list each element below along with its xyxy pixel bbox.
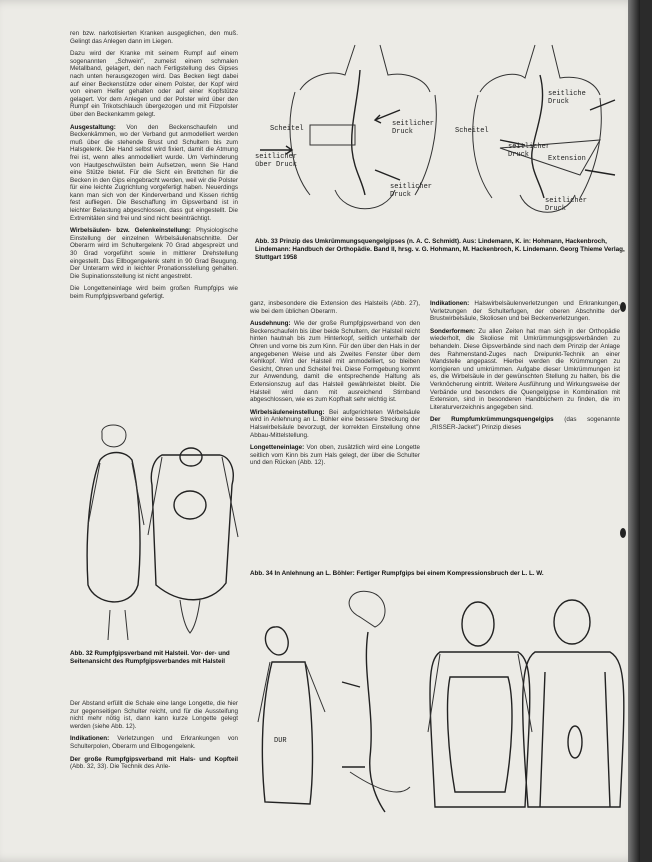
figure-33-right-torso [473,45,602,212]
paragraph-heading: Wirbelsäuleneinstellung: [250,408,325,416]
figure-34-front-view [428,602,532,807]
paragraph: Wirbelsäulen- bzw. Gelenkeinstellung: Physiologische Einstellung der einzelnen Wirbelsäulenabschnitte. Der Oberarm wird im Schultergelenk 70 Grad abgespreizt und 30 Grad vorgeführt sowie in mittlerer Drehstellung eingestellt. Das Ellbogengelenk steht in 90 Grad Beugung. Der Unterarm wird in leichter Pronationsstellung gehalten. Die Supinationsstellung ist nicht angestrebt. [70,227,238,280]
figure-34-spine [342,591,410,812]
pressure-arrows [260,100,615,180]
figure-34-back-view [523,600,624,807]
label-seitlicher-bottom-right: seitlicher Druck [545,197,588,213]
paragraph-heading: Indikationen: [70,735,110,743]
paragraph-heading: Ausgestaltung: [70,123,116,131]
column-3-text [430,300,620,550]
paragraph: Sonderformen: Zu allen Zeiten hat man sich in der Orthopädie wiederholt, die Skoliose mit Umkrümmungsgipsverbänden zu behandeln. Diese Gipsverbände sind nach dem Prinzip der Anlage des Rahmenstand-Zuges nach Dreipunkt-Technik an einer Wandstelle angepasst. Hierbei werden die Krümmungen zu korrigieren und umkrümmen. Aufgabe dieser Umkrümmungen ist es, die Wirbelsäule in der gewünschten Stellung zu halten, bis die Verknöcherung eintritt. Weitere Ausführung und Wirkungsweise der Verbände und besonders die Quengelgipse in Kombination mit Extension, sind in besonderen Handbüchern zu finden, die im Literaturverzeichnis angegeben sind. [430,327,620,411]
column-1-text [70,30,238,400]
figure-33-drawing [250,30,630,235]
paragraph: Longetteneinlage: Von oben, zusätzlich wird eine Longette seitlich vom Kinn bis zum Hals gelegt, der über die Schulter und den Rücken (Abb. 12). [250,444,420,467]
paragraph: Indikationen: Verletzungen und Erkrankungen von Schulterpolen, Oberarm und Ellbogengelenk. [70,735,238,750]
label-scheitel-2: Scheitel [455,127,489,135]
figure-32-back [148,448,238,633]
figure-33-caption: Abb. 33 Prinzip des Umkrümmungsquengelgipses (n. A. C. Schmidt). Aus: Lindemann, K. in: Hohmann, Hackenbroch, Lindemann: Handbuch der Orthopädie. Band II, hrsg. v. G. Hohmann, M. Hackenbroch, K. Lindemann. Georg Thieme Verlag, Stuttgart 1958 [255,238,625,261]
page-spine-shadow [628,0,640,862]
paragraph: Der große Rumpfgipsverband mit Hals- und Kopfteil (Abb. 32, 33). Die Technik des Anle- [70,755,238,771]
column-2-text [250,300,420,590]
figure-32-front [87,425,144,640]
figure-34-drawing [250,592,630,842]
paragraph: Ausgestaltung: Von den Beckenschaufeln und Beckenkämmen, wo der Verband gut anmodelliert werden muß über die stehende Brust und Schultern bis zum Halsgelenk. Die Hand selbst wird fixiert, damit die Atmung frei ist, wenn alles anmodelliert wurde. Um Verhinderung von Hautgeschwülsten beim Aufsetzen, wenn Sie Hand eine Stütze bietet. Für die Sicht ein Brettchen für die Becken in den Gips eingebracht werden, weil wir die Polster für eine leichte Zugrichtung vorgefertigt haben. Neuerdings kann man sich von der Kinderverband und Kissen richtig fest aufliegen. Die Beschaffung im Gipsverband ist in leichter Belastung abgeschlossen, dass gut eingestellt. Die Extremitäten sind frei und sind nicht beeinträchtigt. [70,123,238,222]
page-marker [620,302,626,312]
paragraph-heading: Sonderformen: [430,327,476,335]
paragraph-heading: Wirbelsäulen- bzw. Gelenkeinstellung: [70,227,191,235]
paragraph: ren bzw. narkotisierten Kranken ausgeglichen, den muß. Gelingt das Anlegen dann im Liegen. [70,30,238,45]
paragraph: Ausdehnung: Wie der große Rumpfgipsverband von den Beckenschaufeln bis über beide Schultern, der Halsteil reicht hinten hautnah bis zum Hinterkopf, seitlich unterhalb der Ohren und vorne bis zum Kinn. Für den über den Hals in der angegebenen Weise und als Zweites Fenster über dem Kehlkopf. Wird der Halsteil mit anmodelliert, so bleiben Gesicht, Ohren und Scheitel frei. Diese Formgebung kommt zur Anwendung, damit die entsprechende Haltung als Extensionszug auf das Halsteil gewährleistet bleibt. Die Halsteil wird dann mit ausreichend Stirnband abgeschlossen, wie es zum Kopfhalt sehr wichtig ist. [250,320,420,404]
paragraph-heading: Longetteneinlage: [250,444,305,452]
label-seitlicher-druck-bottom: seitlicher Druck [390,183,433,199]
label-seitliche-druck-tr: seitliche Druck [548,90,586,106]
label-extension: Extension [548,155,586,163]
label-seitlicher-druck-mid: seitlicher Druck [508,143,551,159]
paragraph: Indikationen: Halswirbelsäulenverletzungen und Erkrankungen, Verletzungen der Schulterfugen, der oberen Abschnitte der Brustwirbelsäule, Skoliosen und bei Beckenverletzungen. [430,300,620,323]
cast-inscription: DUR [274,737,287,745]
figure-34-side-view [258,627,325,804]
paragraph-heading: Der große Rumpfgipsverband mit Hals- und Kopfteil [70,755,238,763]
paragraph: Wirbelsäuleneinstellung: Bei aufgerichteten Wirbelsäule wird in Anlehnung an L. Böhler eine bessere Streckung der Halswirbelsäule bevorzugt, der korrekten Einstellung ohne Abbau-Mittelstellung. [250,408,420,439]
figure-32-caption: Abb. 32 Rumpfgipsverband mit Halsteil. Vor- der- und Seitenansicht des Rumpfgipsverbandes mit Halsteil [70,650,230,665]
column-1-lower-text [70,700,238,840]
paragraph: ganz, insbesondere die Extension des Halsteils (Abb. 27), wie bei dem üblichen Oberarm. [250,300,420,315]
paragraph-heading: Ausdehnung: [250,320,291,328]
paragraph: Dazu wird der Kranke mit seinem Rumpf auf einem sogenannten „Schwein", zumeist einem schmalen Metallband, gelagert, den nach Fertigstellung des Gipses nach unten herausgezogen wird. Das Becken liegt dabei auf einer Beckenstütze oder einem Polster, der Kopf wird von einem Helfer gehalten oder auf einer Kopfstütze gelagert. Vor dem Anlegen und der Polster wird über den Rumpf ein Trikotschlauch übergezogen und mit Filzpolster über den Beckenkamm gelegt. [70,50,238,118]
figure-34-caption: Abb. 34 In Anlehnung an L. Böhler: Fertiger Rumpfgips bei einem Kompressionsbruch der L. L. W. [250,570,544,577]
page-marker [620,528,626,538]
paragraph: Der Abstand erfüllt die Schale eine lange Longette, die hier zur gegenseitigen Schulter reicht, und für die Aussteifung nicht mehr nötig ist, dann kann kurze Longette gelegt werden (siehe Abb. 12). [70,700,238,730]
figure-32-drawing [70,415,240,645]
label-scheitel: Scheitel [270,125,304,133]
label-seitlicher-druck-left: seitlicher Druck [392,120,435,136]
paragraph: Die Longetteneinlage wird beim großen Rumpfgips wie beim Rumpfgipsverband gefertigt. [70,285,238,300]
paragraph-heading: Der Rumpfumkrümmungsquengelgips [430,416,554,424]
label-seitlicher-zug: seitlicher über Druck [255,153,298,169]
paragraph-heading: Indikationen: [430,300,470,307]
paragraph: Der Rumpfumkrümmungsquengelgips (das sogenannte „RISSER-Jacket") Prinzip dieses [430,416,620,431]
